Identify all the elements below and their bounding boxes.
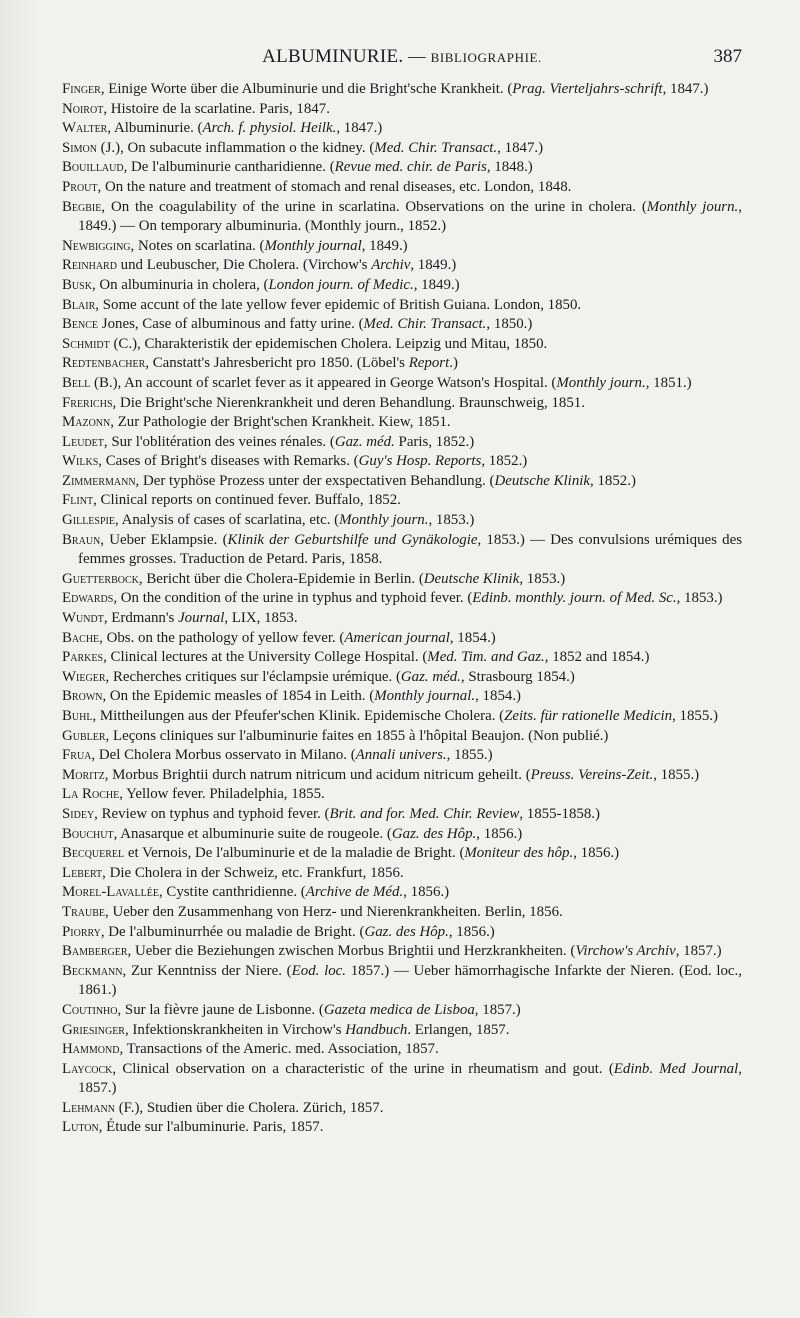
entry-tail: Paris, 1852.): [394, 433, 475, 450]
bibliography-entry: [62, 433, 742, 453]
entry-tail: , 1855.): [446, 747, 493, 764]
running-header: [62, 46, 742, 72]
bibliography-entry: [62, 648, 742, 668]
bibliography-entry: [62, 825, 742, 845]
entry-tail: , 1849.): [413, 276, 460, 293]
bibliography-entry: [62, 727, 742, 747]
entry-text: , Del Cholera Morbus osservato in Milano. (: [91, 747, 356, 764]
bibliography-entry: [62, 707, 742, 727]
entry-text: , Ueber den Zusammenhang von Herz- und Nierenkrankheiten. Berlin, 1856.: [105, 903, 563, 920]
entry-author: Buhl: [62, 708, 93, 724]
entry-author: Prout: [62, 178, 98, 195]
entry-text: , Recherches critiques sur l'éclampsie urémique. (: [105, 668, 401, 685]
entry-author: Mazonn: [62, 414, 111, 431]
entry-tail: , 1853.): [428, 512, 475, 529]
entry-text: , Mittheilungen aus der Pfeufer'schen Klinik. Epidemische Cholera. (: [92, 708, 505, 724]
bibliography-entry: [62, 178, 742, 198]
bibliography-entry: [62, 629, 742, 649]
entry-author: Finger: [62, 81, 101, 97]
entry-tail: , 1850.): [486, 316, 533, 333]
bibliography-entry: [62, 276, 742, 296]
entry-text: , Ueber Eklampsie. (: [100, 531, 228, 548]
entry-tail: , 1855.): [672, 708, 718, 724]
entry-source: Handbuch: [345, 1021, 408, 1038]
entry-source: Med. Chir. Transact.: [363, 316, 487, 333]
running-title: [62, 46, 742, 68]
title-sub: BIBLIOGRAPHIE.: [430, 50, 542, 65]
entry-author: Walter: [62, 120, 108, 137]
entry-author: Reinhard: [62, 257, 117, 274]
page-number: 387: [713, 46, 742, 67]
entry-text: , Ueber die Beziehungen zwischen Morbus Brightii und Herzkrankheiten. (: [127, 943, 576, 960]
entry-text: und Leubuscher, Die Cholera. (Virchow's: [116, 257, 372, 274]
entry-source: Gaz. des Hôp.: [391, 825, 477, 842]
title-dash: —: [403, 46, 431, 66]
entry-author: Bence: [62, 316, 99, 333]
bibliography-entry: [62, 315, 742, 335]
entry-text: , De l'albuminurrhée ou maladie de Bright. (: [100, 923, 365, 940]
entry-tail: , 1853.): [519, 570, 566, 587]
entry-source: Revue med. chir. de Paris: [334, 159, 487, 176]
bibliography-entry: [62, 394, 742, 414]
entry-tail: , LIX, 1853.: [224, 610, 298, 627]
entry-text: , Die Bright'sche Nierenkrankheit und deren Behandlung. Braunschweig, 1851.: [112, 394, 585, 411]
bibliography-entry: [62, 883, 742, 903]
entry-author: Gubler: [62, 727, 106, 744]
bibliography-entry: [62, 80, 742, 100]
entry-text: , Sur la fièvre jaune de Lisbonne. (: [117, 1001, 324, 1018]
bibliography-entry: [62, 785, 742, 805]
entry-text: , Notes on scarlatina. (: [130, 237, 265, 254]
bibliography-entry: [62, 452, 742, 472]
bibliography-entry: [62, 589, 742, 609]
entry-author: Wieger: [62, 668, 106, 685]
entry-text: , Étude sur l'albuminurie. Paris, 1857.: [98, 1119, 324, 1136]
entry-author: Bell: [62, 374, 91, 391]
entry-author: Flint: [62, 492, 94, 509]
entry-source: Monthly journal.: [374, 688, 476, 705]
entry-tail: , 1856.): [476, 825, 523, 842]
entry-source: Moniteur des hôp.: [464, 845, 574, 862]
entry-author: Sidey: [62, 805, 95, 822]
entry-text: , Clinical observation on a characteristic of the urine in rheumatism and gout. (: [112, 1060, 614, 1077]
entry-text: , On the Epidemic measles of 1854 in Leith. (: [102, 688, 375, 705]
entry-text: (J.), On subacute inflammation o the kidney. (: [96, 139, 375, 156]
entry-tail: , 1849.): [410, 257, 457, 274]
entry-source: Monthly journal: [264, 237, 362, 254]
entry-author: Zimmermann: [62, 472, 136, 489]
entry-source: Gaz. des Hôp.: [364, 923, 449, 940]
entry-author: Bouillaud: [62, 159, 124, 176]
entry-source: Brit. and for. Med. Chir. Review: [329, 805, 520, 822]
entry-text: , Transactions of the Americ. med. Association, 1857.: [119, 1041, 439, 1058]
entry-text: , On the coagulability of the urine in scarlatina. Observations on the urine in cholera. (: [101, 198, 647, 215]
entry-text: , On albuminuria in cholera, (: [91, 276, 269, 293]
entry-text: , Erdmann's: [103, 610, 179, 627]
entry-author: La Roche: [62, 786, 120, 803]
entry-tail: 1857.) — Ueber hämorrhagische Infarkte der Nieren. (Eod. loc., 1861.): [78, 962, 742, 999]
bibliography-entry: [62, 942, 742, 962]
bibliography-entry: [62, 256, 742, 276]
entry-author: Morel-Lavallée: [62, 884, 159, 901]
bibliography-entry: [62, 354, 742, 374]
entry-author: Wundt: [62, 610, 104, 627]
entry-text: , Review on typhus and typhoid fever. (: [94, 805, 330, 822]
entry-source: Monthly journ.: [646, 198, 739, 215]
entry-tail: , 1852 and 1854.): [544, 649, 650, 666]
entry-author: Busk: [62, 276, 92, 293]
title-main: ALBUMINURIE.: [262, 46, 404, 67]
entry-source: Edinb. monthly. journ. of Med. Sc.: [472, 590, 677, 607]
entry-author: Griesinger: [62, 1021, 125, 1038]
bibliography-entry: [62, 1060, 742, 1099]
entry-tail: , 1852.): [481, 453, 528, 470]
entry-source: Archiv: [371, 257, 411, 274]
entry-source: Gazeta medica de Lisboa: [323, 1001, 475, 1018]
entry-text: , Einige Worte über die Albuminurie und die Bright'sche Krankheit. (: [100, 81, 513, 97]
entry-tail: , 1851.): [645, 374, 692, 391]
entry-tail: , 1847.): [497, 139, 544, 156]
entry-text: , Morbus Brightii durch natrum nitricum und acidum nitricum geheilt. (: [104, 766, 531, 783]
entry-author: Hammond: [62, 1041, 120, 1058]
entry-author: Bouchut: [62, 825, 114, 842]
entry-tail: , 1853.) — Des convulsions urémiques des femmes grosses. Traduction de Petard. Paris, 1858.: [78, 531, 742, 568]
entry-text: (C.), Charakteristik der epidemischen Cholera. Leipzig und Mitau, 1850.: [109, 335, 548, 352]
entry-text: , Albuminurie. (: [107, 120, 203, 137]
entry-source: Med. Chir. Transact.: [374, 139, 498, 156]
entry-author: Piorry: [62, 923, 101, 940]
entry-text: , Cystite canthridienne. (: [158, 884, 306, 901]
entry-text: , Zur Pathologie der Bright'schen Krankheit. Kiew, 1851.: [110, 414, 451, 431]
entry-author: Noirot: [62, 100, 104, 117]
entry-author: Blair: [62, 296, 96, 313]
entry-author: Begbie: [62, 198, 102, 215]
entry-source: Arch. f. physiol. Heilk.: [202, 120, 337, 137]
entry-source: Virchow's Archiv: [575, 943, 676, 960]
entry-tail: , 1849.) — On temporary albuminuria. (Monthly journ., 1852.): [78, 198, 742, 235]
entry-source: Archive de Méd.: [305, 884, 404, 901]
bibliography-entry: [62, 903, 742, 923]
entry-author: Guetterbock: [62, 570, 139, 587]
entry-text: , Canstatt's Jahresbericht pro 1850. (Löbel's: [145, 355, 409, 372]
entry-tail: , 1849.): [361, 237, 408, 254]
bibliography-entry: [62, 844, 742, 864]
entry-text: , Analysis of cases of scarlatina, etc. (: [114, 512, 340, 529]
bibliography-entry: [62, 413, 742, 433]
entry-source: Deutsche Klinik: [494, 472, 591, 489]
bibliography-entry: [62, 472, 742, 492]
bibliography-entry: [62, 766, 742, 786]
entry-source: Eod. loc.: [291, 962, 346, 979]
entry-tail: , 1857.): [474, 1001, 521, 1018]
entry-tail: , 1856.): [448, 923, 495, 940]
entry-source: Prag. Vierteljahrs-schrift: [512, 81, 663, 97]
bibliography-list: [62, 80, 742, 1138]
bibliography-entry: [62, 687, 742, 707]
entry-text: , On the condition of the urine in typhus and typhoid fever. (: [113, 590, 473, 607]
entry-tail: , 1855-1858.): [519, 805, 600, 822]
bibliography-entry: [62, 864, 742, 884]
entry-author: Lehmann: [62, 1099, 115, 1116]
entry-source: Deutsche Klinik: [423, 570, 520, 587]
entry-tail: , 1857.): [675, 943, 722, 960]
entry-source: Guy's Hosp. Reports: [358, 453, 482, 470]
entry-author: Newbigging: [62, 237, 131, 254]
entry-text: , Bericht über die Cholera-Epidemie in Berlin. (: [138, 570, 424, 587]
entry-author: Frua: [62, 747, 92, 764]
entry-author: Braun: [62, 531, 101, 548]
entry-author: Brown: [62, 688, 103, 705]
entry-text: , Zur Kenntniss der Niere. (: [122, 962, 292, 979]
entry-source: Report: [408, 355, 450, 372]
entry-author: Traube: [62, 903, 105, 920]
entry-author: Simon: [62, 139, 97, 156]
entry-source: Annali univers.: [355, 747, 447, 764]
entry-text: , Yellow fever. Philadelphia, 1855.: [119, 786, 325, 803]
bibliography-entry: [62, 609, 742, 629]
entry-source: Klinik der Geburtshilfe und Gynäkologie: [227, 531, 478, 548]
entry-tail: , 1848.): [486, 159, 533, 176]
entry-text: , Der typhöse Prozess unter der exspectativen Behandlung. (: [135, 472, 495, 489]
entry-tail: , Strasbourg 1854.): [460, 668, 575, 685]
bibliography-entry: [62, 374, 742, 394]
entry-author: Bamberger: [62, 943, 128, 960]
entry-source: Zeits. für rationelle Medicin: [504, 708, 673, 724]
entry-text: , Cases of Bright's diseases with Remarks. (: [98, 453, 359, 470]
bibliography-entry: [62, 1099, 742, 1119]
entry-author: Frerichs: [62, 394, 113, 411]
entry-source: Gaz. méd.: [334, 433, 395, 450]
entry-text: (F.), Studien über die Cholera. Zürich, 1857.: [114, 1099, 384, 1116]
bibliography-entry: [62, 296, 742, 316]
bibliography-entry: [62, 1001, 742, 1021]
bibliography-entry: [62, 158, 742, 178]
entry-author: Schmidt: [62, 335, 110, 352]
entry-author: Redtenbacher: [62, 355, 146, 372]
entry-tail: .): [449, 355, 458, 372]
bibliography-entry: [62, 119, 742, 139]
bibliography-entry: [62, 511, 742, 531]
entry-text: , Clinical lectures at the University College Hospital. (: [103, 649, 428, 666]
entry-author: Laycock: [62, 1060, 113, 1077]
bibliography-entry: [62, 531, 742, 570]
entry-author: Gillespie: [62, 512, 115, 529]
entry-text: , Histoire de la scarlatine. Paris, 1847.: [103, 100, 330, 117]
bibliography-entry: [62, 746, 742, 766]
entry-tail: , 1847.): [336, 120, 383, 137]
entry-source: Med. Tim. and Gaz.: [427, 649, 545, 666]
entry-tail: , 1853.): [676, 590, 723, 607]
bibliography-entry: [62, 570, 742, 590]
entry-author: Beckmann: [62, 962, 123, 979]
bibliography-entry: [62, 923, 742, 943]
bibliography-entry: [62, 100, 742, 120]
bibliography-entry: [62, 962, 742, 1001]
entry-author: Leudet: [62, 433, 104, 450]
bibliography-entry: [62, 1118, 742, 1138]
page-gutter-shadow: [0, 0, 40, 1318]
bibliography-entry: [62, 491, 742, 511]
entry-tail: , 1857.): [78, 1060, 742, 1097]
entry-tail: , 1854.): [475, 688, 522, 705]
entry-tail: , 1852.): [590, 472, 636, 489]
bibliography-entry: [62, 139, 742, 159]
entry-source: Monthly journ.: [556, 374, 646, 391]
entry-tail: , 1854.): [449, 629, 496, 646]
entry-source: Edinb. Med Journal: [613, 1060, 739, 1077]
entry-source: Monthly journ.: [339, 512, 429, 529]
bibliography-entry: [62, 1040, 742, 1060]
entry-author: Bache: [62, 629, 100, 646]
entry-text: , Anasarque et albuminurie suite de rougeole. (: [113, 825, 392, 842]
entry-source: Gaz. méd.: [400, 668, 461, 685]
entry-text: , De l'albuminurie cantharidienne. (: [123, 159, 335, 176]
entry-author: Coutinho: [62, 1001, 118, 1018]
entry-author: Luton: [62, 1119, 99, 1136]
entry-text: , Infektionskrankheiten in Virchow's: [124, 1021, 346, 1038]
entry-author: Becquerel: [62, 845, 125, 862]
bibliography-entry: [62, 805, 742, 825]
entry-text: (B.), An account of scarlet fever as it appeared in George Watson's Hospital. (: [90, 374, 557, 391]
entry-tail: , 1856.): [403, 884, 450, 901]
entry-author: Edwards: [62, 590, 114, 607]
entry-author: Moritz: [62, 766, 105, 783]
bibliography-entry: [62, 237, 742, 257]
entry-tail: , 1855.): [653, 766, 700, 783]
entry-text: , Clinical reports on continued fever. Buffalo, 1852.: [93, 492, 401, 509]
entry-text: , Some accunt of the late yellow fever epidemic of British Guiana. London, 1850.: [95, 296, 582, 313]
entry-text: et Vernois, De l'albuminurie et de la maladie de Bright. (: [124, 845, 465, 862]
entry-source: London journ. of Medic.: [268, 276, 414, 293]
entry-author: Lebert: [62, 864, 103, 881]
entry-author: Wilks: [62, 453, 99, 470]
entry-text: Jones, Case of albuminous and fatty urine. (: [98, 316, 364, 333]
entry-author: Parkes: [62, 649, 104, 666]
entry-source: Journal: [178, 610, 225, 627]
bibliography-entry: [62, 668, 742, 688]
entry-text: , On the nature and treatment of stomach and renal diseases, etc. London, 1848.: [97, 178, 572, 195]
entry-tail: , 1847.): [662, 81, 709, 97]
entry-tail: , 1856.): [573, 845, 620, 862]
entry-source: American journal: [344, 629, 450, 646]
entry-text: , Obs. on the pathology of yellow fever. (: [99, 629, 345, 646]
entry-text: , Sur l'oblitération des veines rénales. (: [103, 433, 335, 450]
bibliography-entry: [62, 1021, 742, 1041]
bibliography-entry: [62, 198, 742, 237]
entry-tail: . Erlangen, 1857.: [407, 1021, 510, 1038]
entry-text: , Die Cholera in der Schweiz, etc. Frankfurt, 1856.: [102, 864, 404, 881]
bibliography-entry: [62, 335, 742, 355]
entry-text: , Leçons cliniques sur l'albuminurie faites en 1855 à l'hôpital Beaujon. (Non publié.): [105, 727, 609, 744]
entry-source: Preuss. Vereins-Zeit.: [530, 766, 654, 783]
